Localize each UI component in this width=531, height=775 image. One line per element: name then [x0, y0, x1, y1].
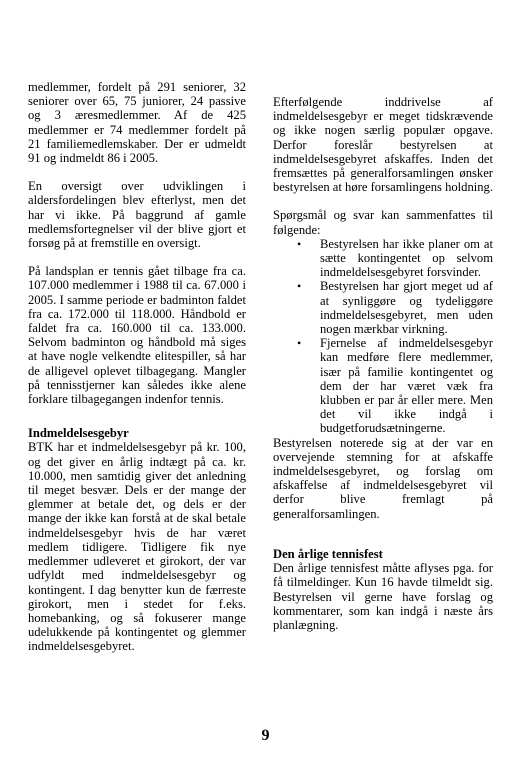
paragraph-board-note: Bestyrelsen noterede sig at der var en overvejende stemning for at afskaffe indmeldelsesgebyret, og forslag om afskaffelse af indmeldelsesgebyret vil derfor blive fremlagt på generalforsamlingen.: [273, 435, 493, 521]
bullet-icon: •: [297, 279, 302, 294]
bullet-icon: •: [297, 336, 302, 351]
paragraph-national-decline: På landsplan er tennis gået tilbage fra ca. 107.000 medlemmer i 1988 til ca. 67.000 i 2005. I samme periode er badminton faldet fra ca. 172.000 til 118.000. Håndbold er faldet fra ca. 160.000 til ca. 133.000. Selvom badminton og håndbold må siges at have nogle velkendte elitespiller, så har de alligevel oplevet tilbagegang. Mangler på tennisstjerner kan således ikke alene forklare tilbagegangen indenfor tennis.: [28, 264, 246, 407]
paragraph-age-overview: En oversigt over udviklingen i aldersfordelingen blev efterlyst, men det har vi ikke. På baggrund af gamle medlemsfortegnelser vil der blive gjort et forsøg på at fremstille en oversigt.: [28, 179, 246, 251]
page-number: 9: [261, 727, 270, 744]
bullet-list: [273, 237, 493, 436]
list-item: • Bestyrelsen har ikke planer om at sætte kontingentet op selvom indmeldelsesgebyret forsvinder.: [297, 236, 493, 280]
left-column: [28, 80, 246, 654]
paragraph-fee: BTK har et indmeldelsesgebyr på kr. 100, og det giver en årlig indtægt på ca. kr. 10.000, men samtidig giver det anledning til meget besvær. Dels er der mange der glemmer at betale det, og dels er der mange der ikke kan forstå at de skal betale indmeldelsesgebyr hvis de har været medlem tidligere. Tidligere fik nye medlemmer udleveret et girokort, der var udfyldt med indmeldelsesgebyr og kontingent. I dag benytter kun de færreste girokort, men i stedet for f.eks. homebanking, og så fokuserer mange udelukkende på kontingentet og glemmer indmeldelsesgebyret.: [28, 440, 246, 654]
paragraph-members: medlemmer, fordelt på 291 seniorer, 32 seniorer over 65, 75 juniorer, 24 passive og 3 æresmedlemmer. Af de 425 medlemmer er 74 medlemmer fordelt på 21 familiemedlemskaber. Der er udmeldt 91 og indmeldt 86 i 2005.: [28, 80, 246, 166]
bullet-icon: •: [297, 236, 302, 251]
right-column: [273, 95, 493, 632]
heading-tennisfest: Den årlige tennisfest: [273, 546, 383, 561]
list-item: • Bestyrelsen har gjort meget ud af at synliggøre og tydeliggøre indmeldelsesgebyret, men uden nogen mærkbar virkning.: [297, 279, 493, 337]
heading-indmeldelsesgebyr: Indmeldelsesgebyr: [28, 426, 129, 441]
paragraph-tennisfest: Den årlige tennisfest måtte aflyses pga. for få tilmeldinger. Kun 16 havde tilmeldt sig. Bestyrelsen vil gerne have forslag og kommentarer, som kan indgå i næste års planlægning.: [273, 561, 493, 632]
paragraph-collection: Efterfølgende inddrivelse af indmeldelsesgebyr er meget tidskrævende og ikke nogen særlig populær opgave. Derfor foreslår bestyrelsen at indmeldelsesgebyret afskaffes. Inden det fremsættes på generalforsamlingen ønsker bestyrelsen at høre forsamlingens holdning.: [273, 95, 493, 195]
list-item: • Fjernelse af indmeldelsesgebyr kan medføre flere medlemmer, især på familie kontingentet og dem der har været væk fra klubben er par år eller mere. Men det vil ikke indgå i budgetforudsætningerne.: [297, 336, 493, 436]
paragraph-questions: Spørgsmål og svar kan sammenfattes til følgende:: [273, 208, 493, 237]
